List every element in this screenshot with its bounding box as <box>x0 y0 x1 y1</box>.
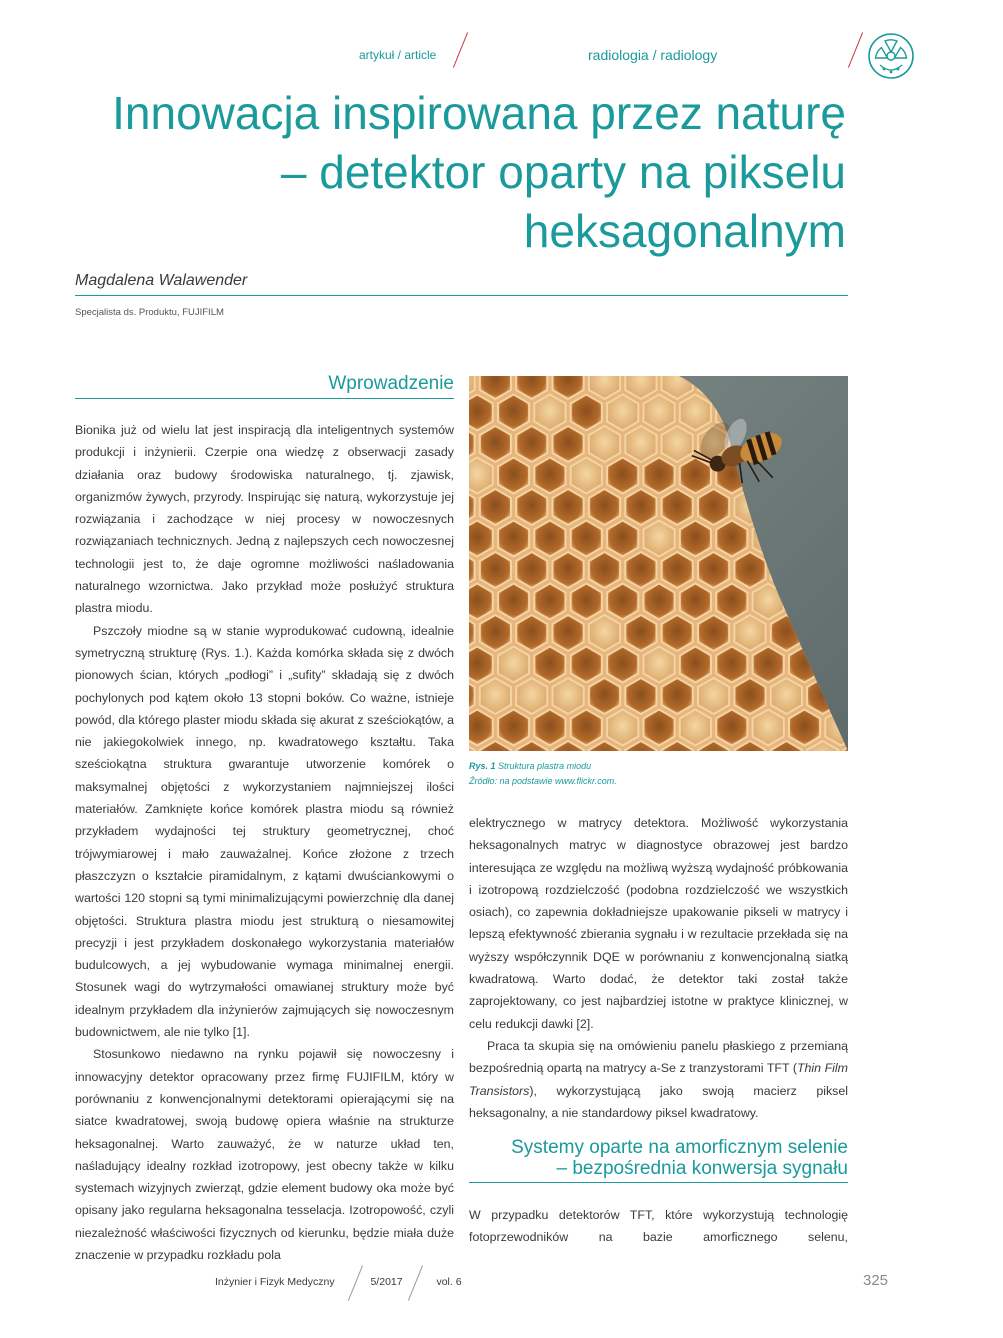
honeycomb-cell <box>516 678 547 714</box>
honeycomb-cell <box>553 615 584 651</box>
honeycomb-cell <box>607 458 638 494</box>
left-column <box>75 419 454 1266</box>
honeycomb-cell <box>480 489 511 525</box>
heading-systems <box>469 1137 848 1179</box>
page-number: 325 <box>863 1272 889 1289</box>
honeycomb-cell <box>571 521 602 557</box>
honeycomb-cell <box>516 615 547 651</box>
honeycomb-cell <box>498 584 529 620</box>
honeycomb-cell <box>644 584 675 620</box>
header-slash-2 <box>848 32 863 68</box>
footer-volume: vol. 6 <box>436 1276 462 1288</box>
honeycomb-cell <box>534 395 565 431</box>
honeycomb-cell <box>662 426 693 462</box>
honeycomb-cell <box>734 678 765 714</box>
honeycomb-cell <box>553 426 584 462</box>
honeycomb-cell <box>625 615 656 651</box>
honeycomb-cell <box>625 489 656 525</box>
footer-issue: 5/2017 <box>370 1276 403 1288</box>
honeycomb-cell <box>607 710 638 746</box>
honeycomb-cell <box>753 710 784 746</box>
honeycomb-cell <box>625 552 656 588</box>
honeycomb-cell <box>625 678 656 714</box>
honeycomb-cell <box>571 710 602 746</box>
paragraph <box>469 1035 848 1124</box>
heading-intro-rule <box>75 398 454 399</box>
honeycomb-cell <box>498 395 529 431</box>
honeycomb-cell <box>716 647 747 683</box>
honeycomb-cell <box>589 615 620 651</box>
honeycomb-cell <box>480 426 511 462</box>
heading-intro: Wprowadzenie <box>328 373 454 394</box>
honeycomb-cell <box>644 395 675 431</box>
honeycomb-cell <box>534 584 565 620</box>
paragraph: Pszczoły miodne są w stanie wyprodukować cudowną, idealnie symetryczną strukturę (Rys. 1.). Każda komórka składa się z dwóch pionowych ścian, których „podłogi” i „sufity” składają się z dwóch pochylonych pod kątem około 13 stopni boków. Co ważne, istnieje powód, dla którego plaster miodu składa się akurat z sześciokątów, a nie jakiegokolwiek innego, np. kwadratowego kształtu. Taka sześciokątna struktura gwarantuje utworzenie komórek o maksymalnej objętości z wykorzystaniem najmniejszej ilości materiałów. Zamknięte końce komórek plastra miodu są również przykładem wydajności tej struktury geometrycznej, choć trójwymiarowej i mało zauważalnej. Końce złożone z trzech płaszczyzn o kształcie piramidalnym, z kątami dwuściankowymi o wartości 120 stopni są tymi minimalizującymi powierzchnię dla danej objętości. Struktura plastra miodu jest strukturą o niesamowitej precyzji i jest przykładem doskonałego wykorzystania materiałów budulcowych, a jej wybudowanie wymaga minimalnej energii. Stosunek wagi do wytrzymałości omawianej struktury może być idealnym przykładem dla inżynierów zajmujących się nowoczesnym budownictwem, ale nie tylko [1]. <box>75 623 454 1040</box>
honeycomb-cell <box>716 584 747 620</box>
topic-label: radiologia / radiology <box>588 47 718 63</box>
right-column-bottom <box>469 1204 848 1249</box>
honeycomb-cell <box>498 710 529 746</box>
figure-caption <box>469 759 617 789</box>
honeycomb-cell <box>534 710 565 746</box>
honeycomb-cell <box>607 647 638 683</box>
honeycomb-cell <box>644 521 675 557</box>
honeycomb-cell <box>662 552 693 588</box>
honeycomb-cell <box>589 552 620 588</box>
honeycomb-cell <box>553 489 584 525</box>
honeycomb-cell <box>680 395 711 431</box>
title-line: Innowacja inspirowana przez naturę <box>112 87 846 139</box>
honeycomb-cell <box>771 678 802 714</box>
caption-source: Źródło: na podstawie www.flickr.com. <box>469 776 617 786</box>
honeycomb-cell <box>480 678 511 714</box>
honeycomb-cell <box>734 615 765 651</box>
honeycomb-cell <box>480 552 511 588</box>
text-run: ), wykorzystującą jako swoją macierz piksel heksagonalny, a nie standardowy piksel kwadratowy. <box>469 1083 848 1120</box>
title-line: heksagonalnym <box>523 205 846 257</box>
honeycomb-cell <box>607 584 638 620</box>
text-run: Praca ta skupia się na omówieniu panelu płaskiego z przemianą bezpośrednią opartą na matrycy a-Se z tranzystorami TFT ( <box>469 1038 848 1076</box>
honeycomb-cell <box>662 489 693 525</box>
text-run-italic: Thin Film Transistors <box>469 1061 848 1098</box>
title-line: – detektor oparty na pikselu <box>280 146 846 198</box>
honeycomb-cell <box>716 521 747 557</box>
honeycomb-cell <box>571 395 602 431</box>
section-label: artykuł / article <box>359 48 437 62</box>
honeycomb-cell <box>589 426 620 462</box>
honeycomb-cell <box>680 647 711 683</box>
honeycomb-cell <box>680 710 711 746</box>
honeycomb-cell <box>607 395 638 431</box>
honeycomb-cell <box>644 458 675 494</box>
honeycomb-cell <box>498 647 529 683</box>
honeycomb-cell <box>662 615 693 651</box>
footer <box>215 1276 462 1288</box>
heading-line: Systemy oparte na amorficznym selenie <box>511 1137 848 1158</box>
honeycomb-cell <box>753 647 784 683</box>
honeycomb-cell <box>516 489 547 525</box>
honeycomb-cell <box>589 678 620 714</box>
honeycomb-cell <box>516 552 547 588</box>
honeycomb-cell <box>680 584 711 620</box>
honeycomb-cell <box>571 458 602 494</box>
caption-label: Rys. 1 <box>469 761 496 771</box>
honeycomb-cell <box>498 521 529 557</box>
footer-journal: Inżynier i Fizyk Medyczny <box>215 1276 335 1288</box>
honeycomb-cell <box>789 710 820 746</box>
honeycomb-cell <box>662 678 693 714</box>
honeycomb-cell <box>534 521 565 557</box>
author-name: Magdalena Walawender <box>75 272 248 289</box>
honeycomb-cell <box>480 615 511 651</box>
header-slash-1 <box>453 32 468 68</box>
paragraph: Bionika już od wielu lat jest inspiracją dla inteligentnych systemów produkcji i inżynierii. Czerpie ona wiedzę z obserwacji zasady działania oraz budowy środowiska naturalnego, tj. zjawisk, organizmów żywych, przyrody. Inspirując się naturą, wykorzystuje jej rozwiązania i zachodzące w niej procesy w nowoczesnych rozwiązaniach technicznych. Jedną z najlepszych cech nowoczesnej technologii jest to, że daje ogromne możliwości naśladowania naturalnego wzornictwa. Jako przykład może posłużyć struktura plastra miodu. <box>75 423 454 616</box>
paragraph: elektrycznego w matrycy detektora. Możliwość wykorzystania heksagonalnych matryc w diagnostyce obrazowej jest bardzo interesująca ze względu na możliwą wyższą wydajność próbkowania i izotropową rozdzielczość (podobna rozdzielczość we wszystkich osiach), co zapewnia dokładniejsze upakowanie pikseli w matrycy i lepszą efektywność zbierania sygnału i w rezultacie przekłada się na wyższy współczynnik DQE w porównaniu z konwencjonalną siatką kwadratową. Warto dodać, że detektor taki został także zaprojektowany, co jest najbardziej istotne w praktyce klinicznej, w celu redukcji dawki [2]. <box>469 816 848 1031</box>
honeycomb-cell <box>498 458 529 494</box>
honeycomb-cell <box>698 678 729 714</box>
honeycomb-cell <box>698 615 729 651</box>
honeycomb-cell <box>644 710 675 746</box>
honeycomb-cell <box>607 521 638 557</box>
honeycomb-cell <box>734 552 765 588</box>
paragraph: W przypadku detektorów TFT, które wykorzystują technologię fotoprzewodników na bazie amorficznego selenu, <box>469 1208 848 1245</box>
paragraph: Stosunkowo niedawno na rynku pojawił się nowoczesny i innowacyjny detektor opracowany przez firmę FUJIFILM, który w porównaniu z konwencjonalnymi detektorami opierającymi się na siatce kwadratowej, swoją budowę opiera właśnie na strukturze heksagonalnej. Warto zauważyć, że w naturze układ ten, naśladujący idealny rozkład izotropowy, jest obecny także w kilku systemach wizyjnych zwierząt, gdzie element budowy oka może być opisany jako regularna heksagonalna tesselacja. Izotropowość, czyli niezależność właściwości fizycznych od kierunku, będzie miała duże znaczenie w przypadku rozkładu pola <box>75 1047 454 1262</box>
honeycomb-cell <box>516 426 547 462</box>
honeycomb-cell <box>680 458 711 494</box>
honeycomb-cell <box>553 678 584 714</box>
honeycomb-bee-photo <box>469 376 848 751</box>
honeycomb-cell <box>625 426 656 462</box>
radiation-logo-icon <box>866 31 916 81</box>
honeycomb-cell <box>698 489 729 525</box>
honeycomb-cell <box>644 647 675 683</box>
heading-systems-rule <box>469 1182 848 1183</box>
honeycomb-cell <box>534 458 565 494</box>
heading-line: – bezpośrednia konwersja sygnału <box>556 1158 848 1179</box>
honeycomb-cell <box>534 647 565 683</box>
honeycomb-cell <box>571 647 602 683</box>
author-divider <box>75 295 848 296</box>
honeycomb-cell <box>716 710 747 746</box>
honeycomb-cell <box>698 552 729 588</box>
honeycomb-cell <box>571 584 602 620</box>
article-title <box>66 84 846 261</box>
honeycomb-cell <box>553 552 584 588</box>
right-column-top <box>469 812 848 1124</box>
honeycomb-cell <box>680 521 711 557</box>
author-affiliation: Specjalista ds. Produktu, FUJIFILM <box>75 307 224 318</box>
honeycomb-cell <box>589 489 620 525</box>
caption-text: Struktura plastra miodu <box>498 761 592 771</box>
